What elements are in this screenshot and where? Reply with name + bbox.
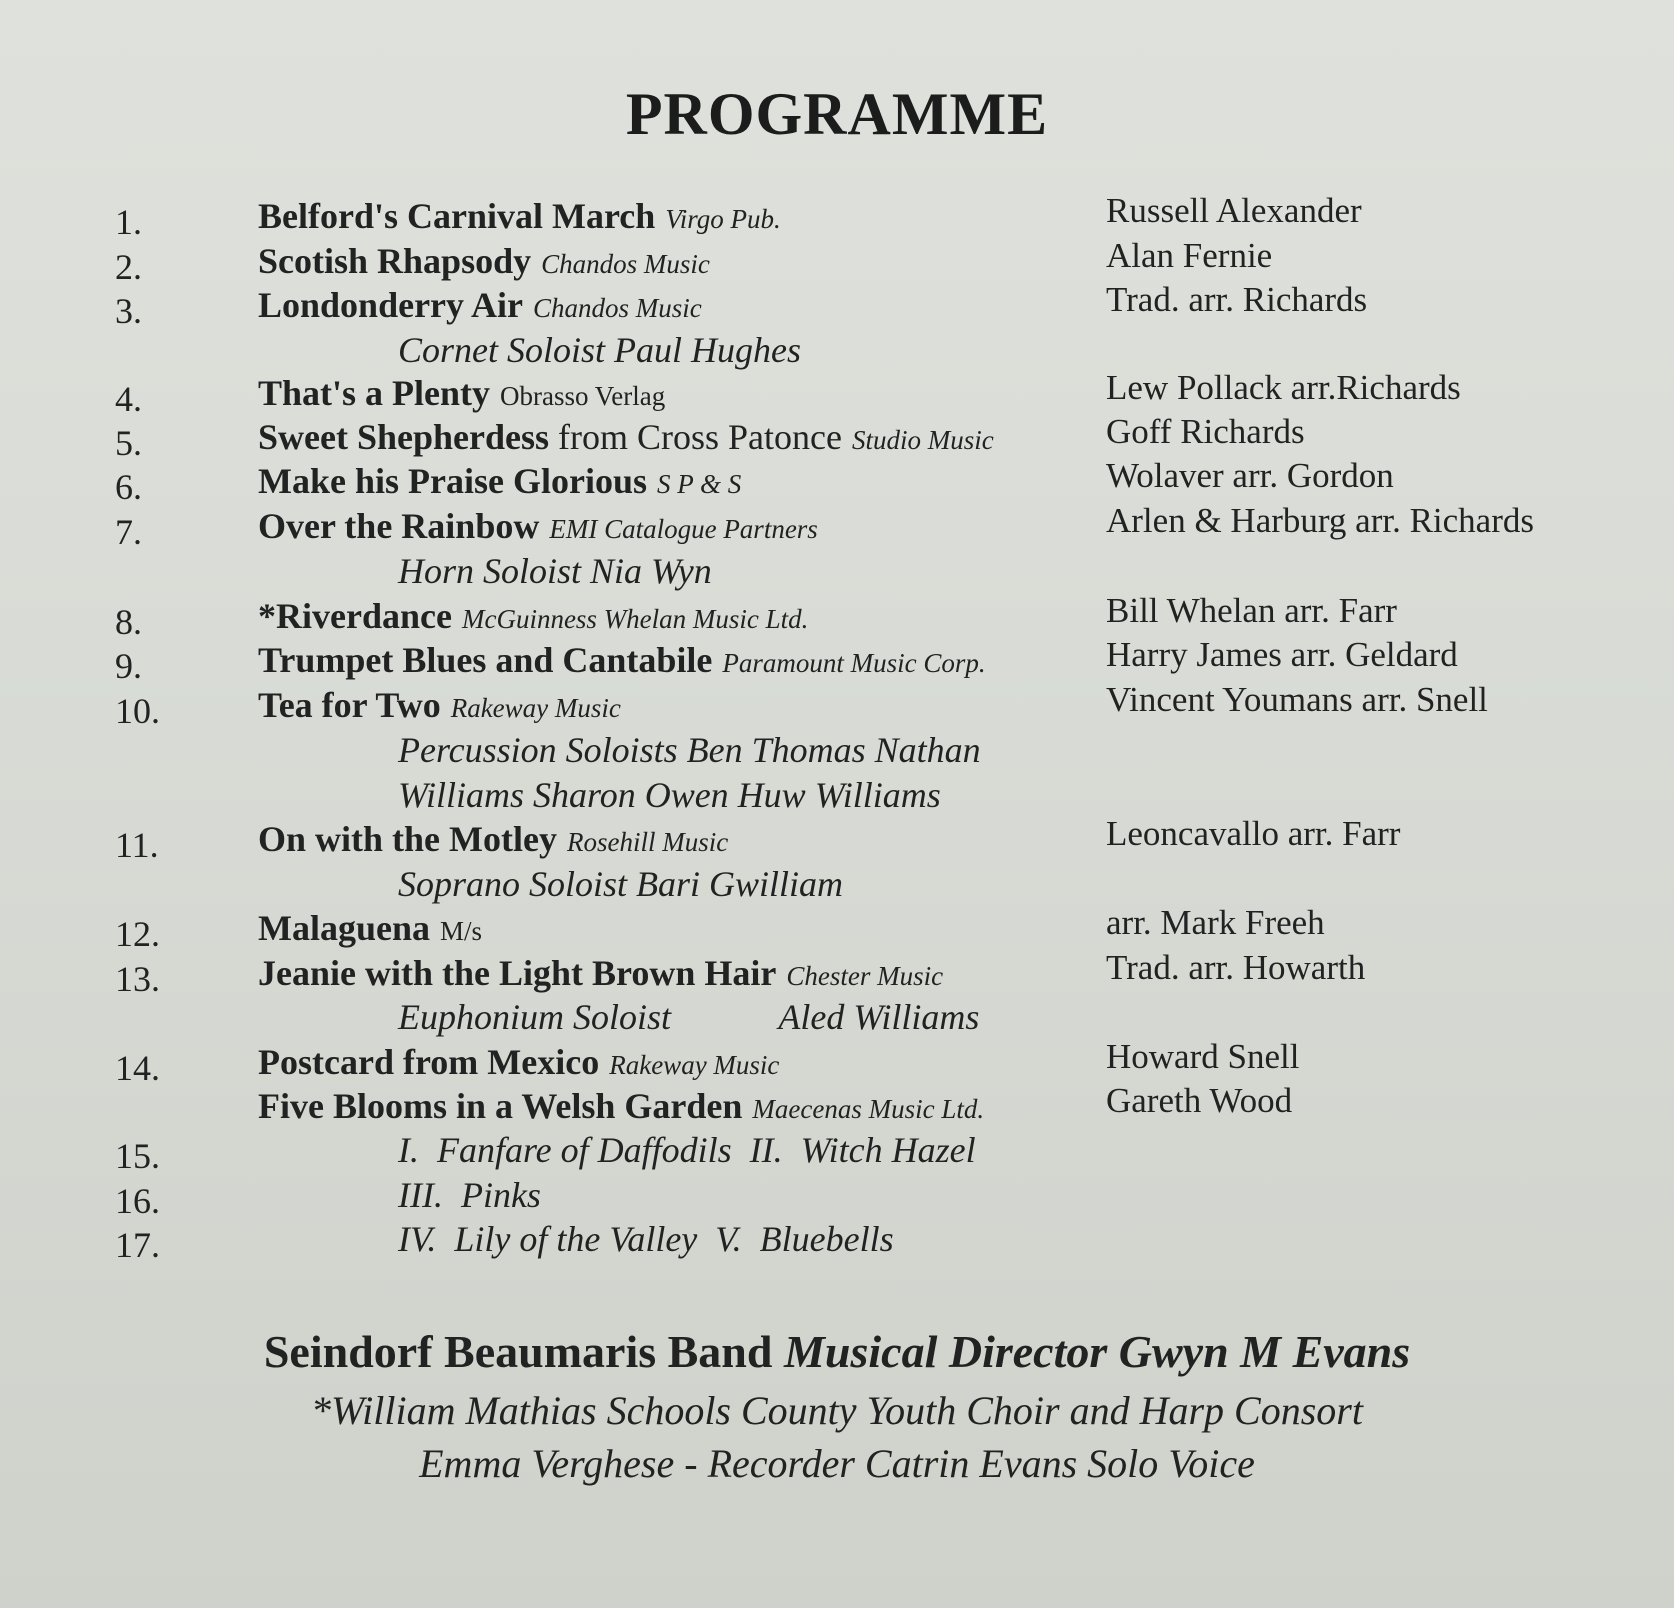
programme-line xyxy=(0,948,1674,999)
composer: Goff Richards xyxy=(1106,412,1305,451)
composer: Harry James arr. Geldard xyxy=(1106,635,1458,674)
piece-entry xyxy=(258,284,702,326)
soloist-line: IV. Lily of the Valley V. Bluebells xyxy=(398,1219,894,1259)
soloist-line: III. Pinks xyxy=(398,1175,541,1215)
programme-line xyxy=(0,1081,1674,1130)
programme-line xyxy=(0,591,1674,642)
soloist-line: Euphonium Soloist Aled Williams xyxy=(398,997,980,1037)
programme-line xyxy=(0,368,1674,419)
publisher: Obrasso Verlag xyxy=(500,381,666,411)
composer: Trad. arr. Richards xyxy=(1106,280,1368,319)
band-name: Seindorf Beaumaris Band xyxy=(263,1326,773,1377)
piece-entry xyxy=(258,952,943,994)
publisher: M/s xyxy=(440,916,483,946)
piece-entry xyxy=(258,1085,984,1127)
soloist-line: Percussion Soloists Ben Thomas Nathan xyxy=(398,730,981,770)
piece-title: *Riverdance xyxy=(258,596,452,636)
piece-title: Over the Rainbow xyxy=(258,506,540,546)
piece-entry xyxy=(258,818,728,860)
item-number: 8. xyxy=(115,602,142,642)
programme-line xyxy=(0,412,1674,463)
publisher: Virgo Pub. xyxy=(665,204,781,234)
publisher: EMI Catalogue Partners xyxy=(549,514,818,544)
publisher: Paramount Music Corp. xyxy=(722,648,986,678)
piece-entry xyxy=(258,372,665,414)
programme-line xyxy=(0,1129,1674,1174)
composer: arr. Mark Freeh xyxy=(1106,903,1325,942)
piece-entry xyxy=(258,505,818,547)
piece-title: Scotish Rhapsody xyxy=(258,241,532,281)
item-number: 4. xyxy=(115,379,142,419)
footer-soloists-line: Emma Verghese - Recorder Catrin Evans Solo Voice xyxy=(419,1441,1255,1486)
programme-line xyxy=(0,774,1674,819)
item-number: 12. xyxy=(115,914,160,954)
item-number: 13. xyxy=(115,959,160,999)
item-number: 6. xyxy=(115,467,142,507)
musical-director: Musical Director Gwyn M Evans xyxy=(783,1326,1411,1377)
programme-line xyxy=(0,996,1674,1041)
footer-choir-line: *William Mathias Schools County Youth Choir and Harp Consort xyxy=(311,1388,1363,1433)
piece-entry xyxy=(258,907,482,949)
piece-title: Londonderry Air xyxy=(258,285,524,325)
piece-entry xyxy=(258,595,808,637)
programme-line xyxy=(0,236,1674,287)
piece-title: Jeanie with the Light Brown Hair xyxy=(258,953,777,993)
piece-entry xyxy=(258,684,621,726)
piece-entry xyxy=(258,639,986,681)
publisher: Rakeway Music xyxy=(609,1050,780,1080)
programme-line xyxy=(0,1218,1674,1263)
item-number: 2. xyxy=(115,247,142,287)
piece-entry xyxy=(258,416,994,458)
piece-entry xyxy=(258,240,710,282)
programme-line xyxy=(0,903,1674,954)
item-number: 7. xyxy=(115,512,142,552)
programme-line xyxy=(0,501,1674,552)
item-number: 16. xyxy=(115,1181,160,1221)
publisher: McGuinness Whelan Music Ltd. xyxy=(461,604,809,634)
piece-title: Sweet Shepherdess xyxy=(258,417,550,457)
composer: Lew Pollack arr.Richards xyxy=(1106,368,1461,407)
item-number: 11. xyxy=(115,825,159,865)
publisher: S P & S xyxy=(657,469,742,499)
piece-subtitle: from Cross Patonce xyxy=(558,417,842,457)
composer: Russell Alexander xyxy=(1106,191,1362,230)
piece-entry xyxy=(258,1041,779,1083)
piece-title: That's a Plenty xyxy=(258,373,491,413)
piece-entry xyxy=(258,195,781,237)
item-number: 3. xyxy=(115,291,142,331)
piece-title: Belford's Carnival March xyxy=(258,196,656,236)
soloist-line: I. Fanfare of Daffodils II. Witch Hazel xyxy=(398,1130,976,1170)
item-number: 5. xyxy=(115,423,142,463)
page-title: PROGRAMME xyxy=(625,81,1049,147)
programme-line xyxy=(0,191,1674,242)
programme-line xyxy=(0,280,1674,331)
item-number: 15. xyxy=(115,1136,160,1176)
composer: Alan Fernie xyxy=(1106,236,1273,275)
publisher: Chandos Music xyxy=(533,293,702,323)
item-number: 10. xyxy=(115,691,160,731)
item-number: 1. xyxy=(115,202,142,242)
composer: Leoncavallo arr. Farr xyxy=(1106,814,1401,853)
item-number: 17. xyxy=(115,1225,160,1265)
composer: Howard Snell xyxy=(1106,1037,1300,1076)
piece-title: Malaguena xyxy=(258,908,431,948)
composer: Trad. arr. Howarth xyxy=(1106,948,1366,987)
programme-line xyxy=(0,863,1674,908)
piece-title: Tea for Two xyxy=(258,685,441,725)
programme-line xyxy=(0,680,1674,731)
piece-title: Five Blooms in a Welsh Garden xyxy=(258,1086,743,1126)
programme-line xyxy=(0,729,1674,774)
publisher: Rosehill Music xyxy=(566,827,729,857)
soloist-line: Horn Soloist Nia Wyn xyxy=(398,551,712,591)
soloist-line: Williams Sharon Owen Huw Williams xyxy=(398,775,941,815)
publisher: Rakeway Music xyxy=(450,693,621,723)
item-number: 14. xyxy=(115,1048,160,1088)
piece-entry xyxy=(258,460,741,502)
footer-band-line xyxy=(0,1325,1674,1378)
soloist-line: Soprano Soloist Bari Gwilliam xyxy=(398,864,844,904)
programme-line xyxy=(0,550,1674,595)
item-number: 9. xyxy=(115,646,142,686)
composer: Arlen & Harburg arr. Richards xyxy=(1106,501,1534,540)
composer: Gareth Wood xyxy=(1106,1081,1293,1120)
piece-title: Make his Praise Glorious xyxy=(258,461,647,501)
programme-line xyxy=(0,635,1674,686)
composer: Wolaver arr. Gordon xyxy=(1106,456,1394,495)
publisher: Studio Music xyxy=(851,425,994,455)
piece-title: Postcard from Mexico xyxy=(258,1042,600,1082)
publisher: Maecenas Music Ltd. xyxy=(752,1094,985,1124)
programme-line xyxy=(0,1174,1674,1219)
programme-line xyxy=(0,814,1674,865)
programme-line xyxy=(0,456,1674,507)
composer: Vincent Youmans arr. Snell xyxy=(1106,680,1488,719)
piece-title: On with the Motley xyxy=(258,819,557,859)
soloist-line: Cornet Soloist Paul Hughes xyxy=(398,330,801,370)
piece-title: Trumpet Blues and Cantabile xyxy=(258,640,713,680)
publisher: Chandos Music xyxy=(541,249,710,279)
programme-line xyxy=(0,1037,1674,1088)
composer: Bill Whelan arr. Farr xyxy=(1106,591,1397,630)
publisher: Chester Music xyxy=(786,961,944,991)
